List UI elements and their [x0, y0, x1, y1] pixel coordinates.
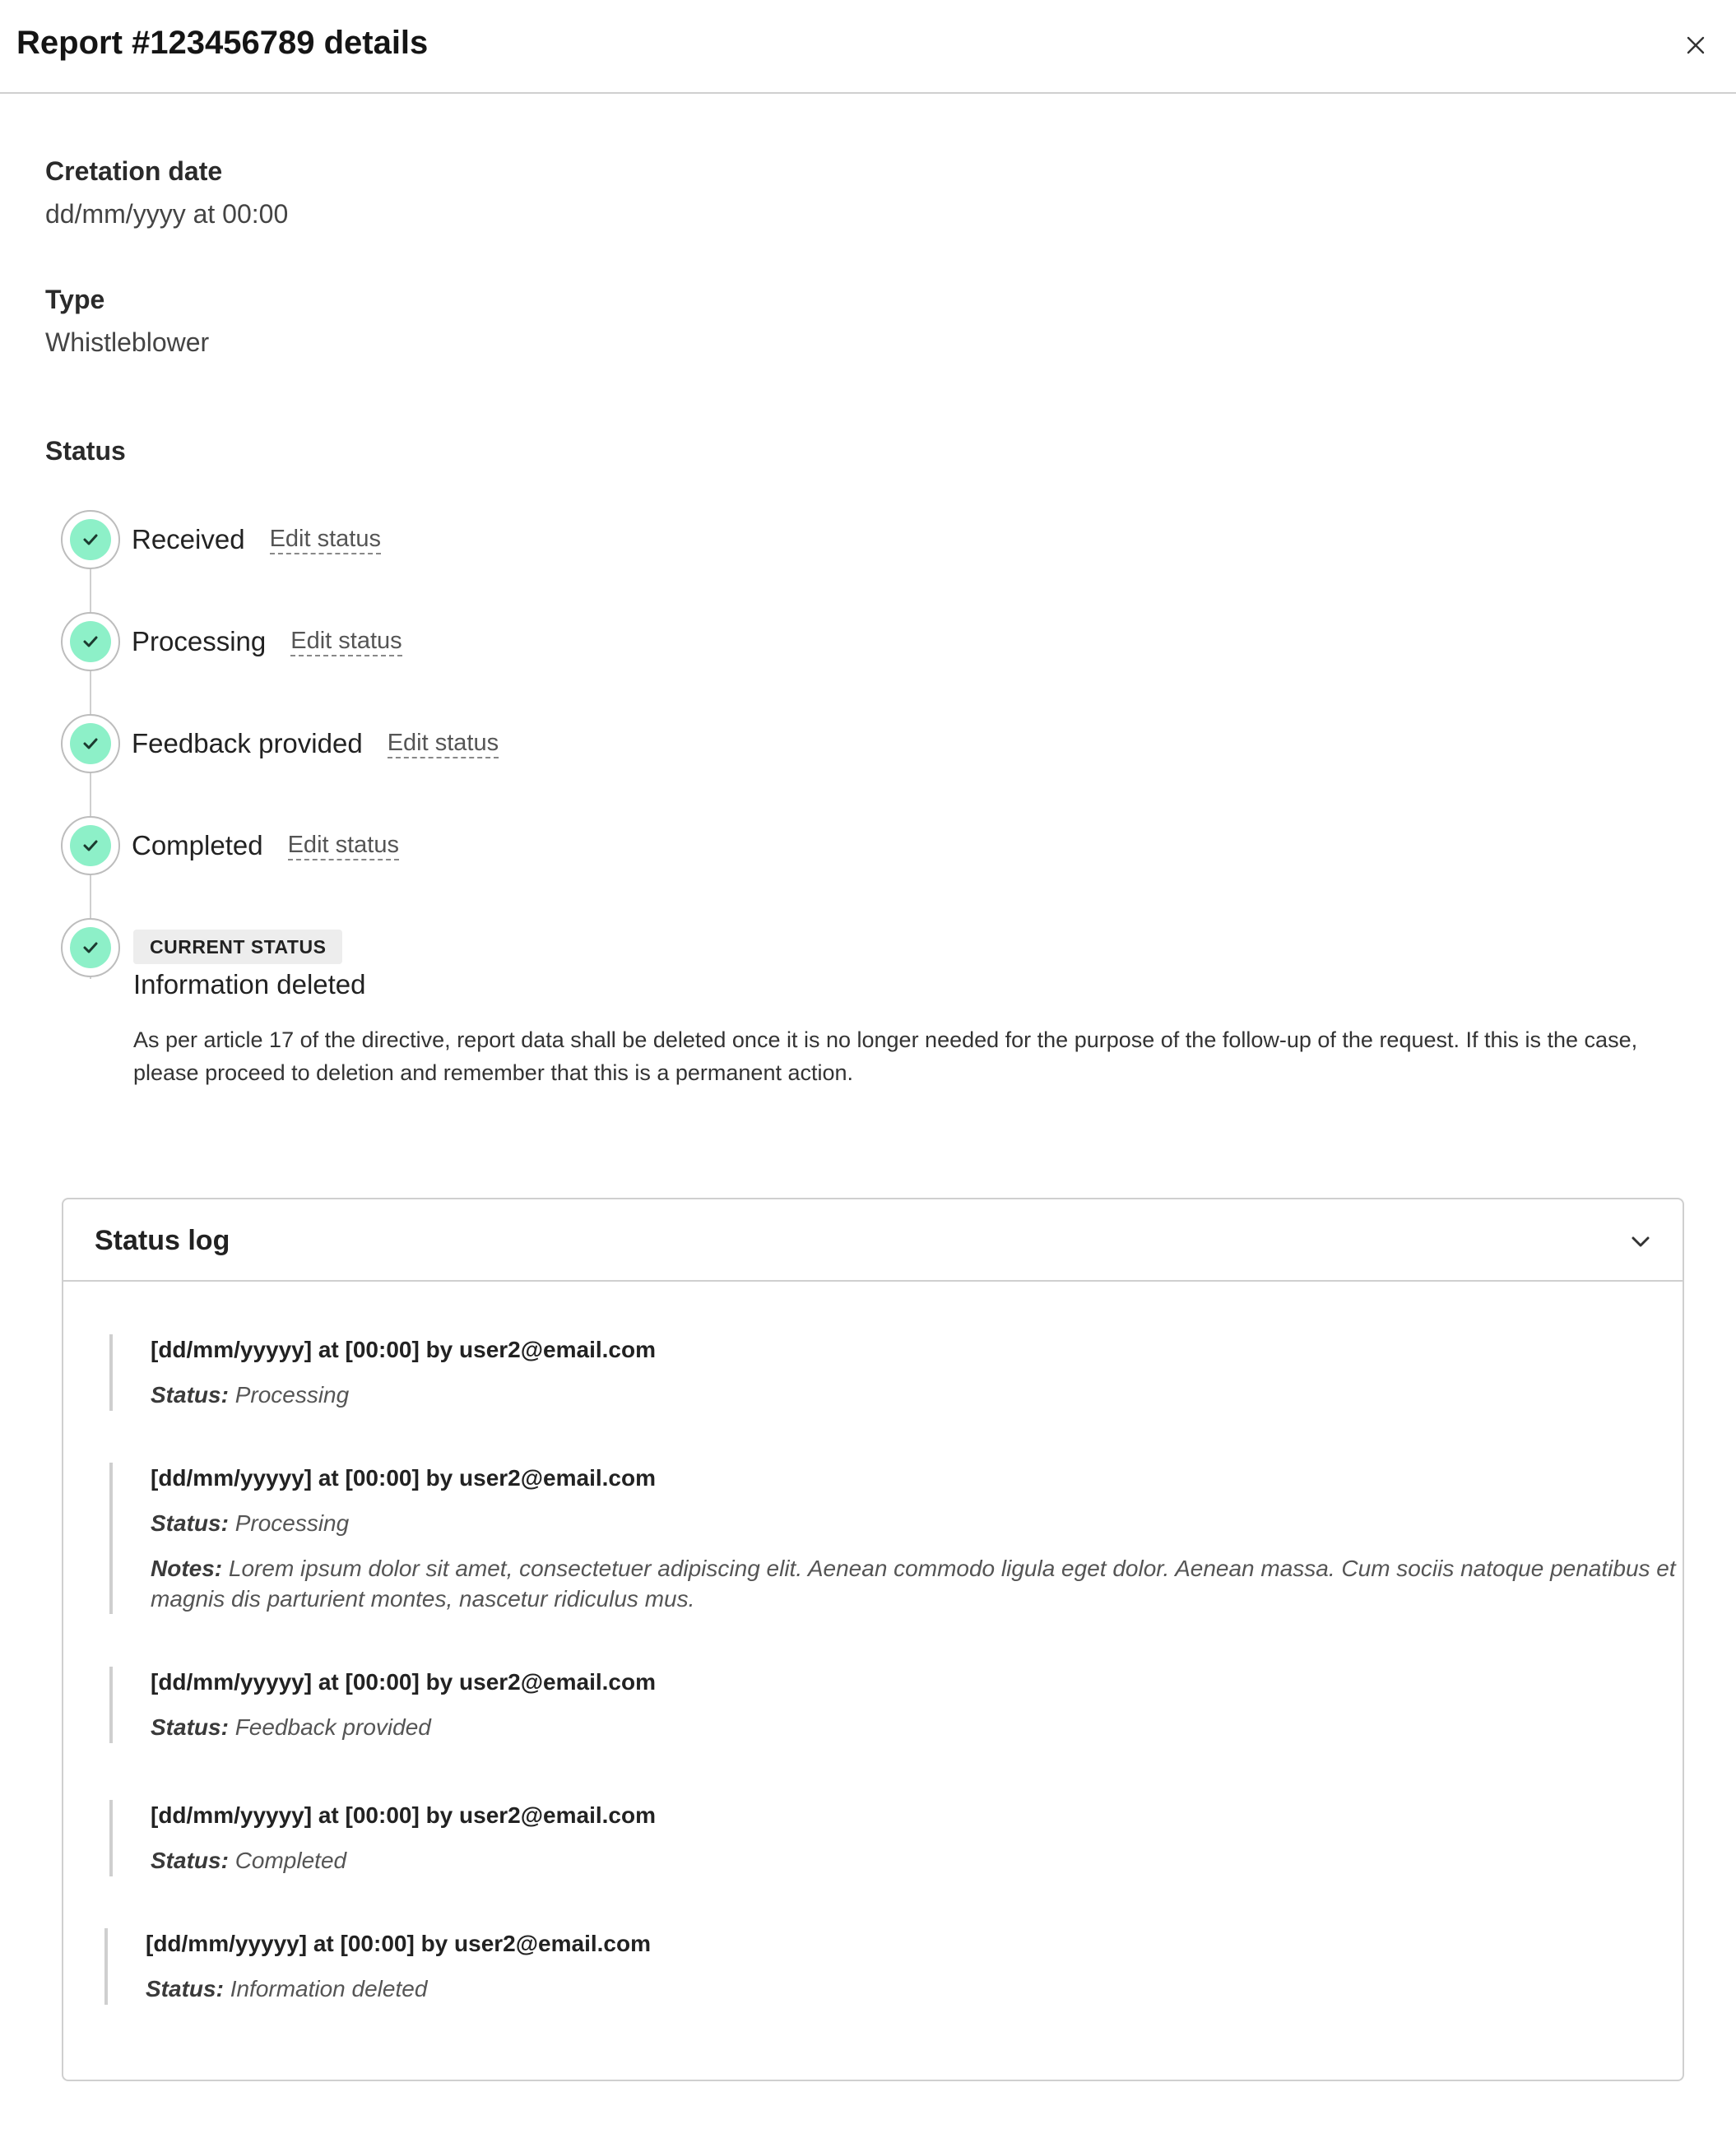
step-processing	[61, 612, 402, 671]
current-status-badge: CURRENT STATUS	[133, 930, 342, 964]
status-log-title: Status log	[95, 1225, 230, 1256]
status-log-panel	[62, 1198, 1684, 2081]
log-entry-header: [dd/mm/yyyyy] at [00:00] by user2@email.com	[151, 1669, 656, 1695]
log-entry-status	[151, 1712, 656, 1743]
check-icon	[81, 531, 100, 549]
page-title: Report #123456789 details	[16, 25, 429, 61]
status-value: Feedback provided	[234, 1714, 431, 1740]
status-prefix: Status:	[151, 1510, 229, 1536]
status-prefix: Status:	[151, 1848, 229, 1873]
type-label: Type	[45, 285, 105, 314]
step-received	[61, 510, 381, 569]
chevron-down-icon[interactable]	[1627, 1227, 1655, 1255]
step-complete-indicator	[61, 510, 120, 569]
step-label: Processing	[132, 626, 267, 656]
status-value: Processing	[234, 1382, 350, 1408]
check-icon	[81, 837, 100, 855]
step-current-indicator	[61, 918, 120, 977]
log-entry-header: [dd/mm/yyyyy] at [00:00] by user2@email.com	[146, 1931, 651, 1956]
notes-value: Lorem ipsum dolor sit amet, consectetuer adipiscing elit. Aenean commodo ligula eget dolor. Aenean massa. Cum sociis natoque penatibus et magnis dis parturient montes, nascetur ridiculus mus.	[151, 1556, 1676, 1612]
status-prefix: Status:	[151, 1382, 229, 1408]
log-entry	[109, 1334, 656, 1411]
step-label: Feedback provided	[132, 728, 363, 758]
log-entry	[109, 1667, 656, 1743]
status-label: Status	[45, 436, 126, 466]
status-value: Processing	[234, 1510, 350, 1536]
notes-prefix: Notes:	[151, 1556, 223, 1581]
edit-status-link[interactable]: Edit status	[388, 729, 499, 758]
log-entry-notes	[151, 1553, 1681, 1614]
check-icon	[81, 735, 100, 753]
log-entry	[109, 1463, 1681, 1614]
step-complete-indicator	[61, 612, 120, 671]
close-button[interactable]	[1677, 26, 1715, 64]
check-icon	[81, 633, 100, 651]
edit-status-link[interactable]: Edit status	[270, 525, 381, 554]
status-value: Completed	[234, 1848, 347, 1873]
edit-status-link[interactable]: Edit status	[290, 627, 402, 656]
log-entry	[104, 1928, 651, 2005]
current-status-description: As per article 17 of the directive, report data shall be deleted once it is no longer needed for the purpose of the follow-up of the request. If this is the case, please proceed to deletion and remember that this is a permanent action.	[133, 1027, 1638, 1085]
status-prefix: Status:	[151, 1714, 229, 1740]
edit-status-link[interactable]: Edit status	[288, 831, 399, 860]
status-prefix: Status:	[146, 1976, 224, 2001]
log-entry-header: [dd/mm/yyyyy] at [00:00] by user2@email.com	[151, 1337, 656, 1362]
modal-header	[0, 0, 1736, 94]
step-label: Received	[132, 524, 245, 554]
step-complete-indicator	[61, 714, 120, 773]
step-complete-indicator	[61, 816, 120, 875]
log-entry-status	[146, 1973, 651, 2005]
type-value: Whistleblower	[45, 327, 210, 357]
step-information-deleted	[61, 918, 120, 977]
step-feedback-provided	[61, 714, 499, 773]
log-entry	[109, 1800, 656, 1876]
creation-date-value: dd/mm/yyyy at 00:00	[45, 199, 289, 229]
log-entry-status	[151, 1380, 656, 1411]
current-status-label: Information deleted	[133, 969, 366, 999]
close-icon	[1686, 35, 1706, 55]
log-entry-header: [dd/mm/yyyyy] at [00:00] by user2@email.com	[151, 1802, 656, 1828]
log-entry-status	[151, 1845, 656, 1876]
log-entry-header: [dd/mm/yyyyy] at [00:00] by user2@email.com	[151, 1465, 656, 1491]
status-log-header[interactable]	[63, 1199, 1683, 1282]
creation-date-label: Cretation date	[45, 156, 223, 186]
log-entry-status	[151, 1508, 1681, 1539]
status-value: Information deleted	[230, 1976, 428, 2001]
step-label: Completed	[132, 830, 263, 860]
step-completed	[61, 816, 399, 875]
check-icon	[81, 939, 100, 957]
